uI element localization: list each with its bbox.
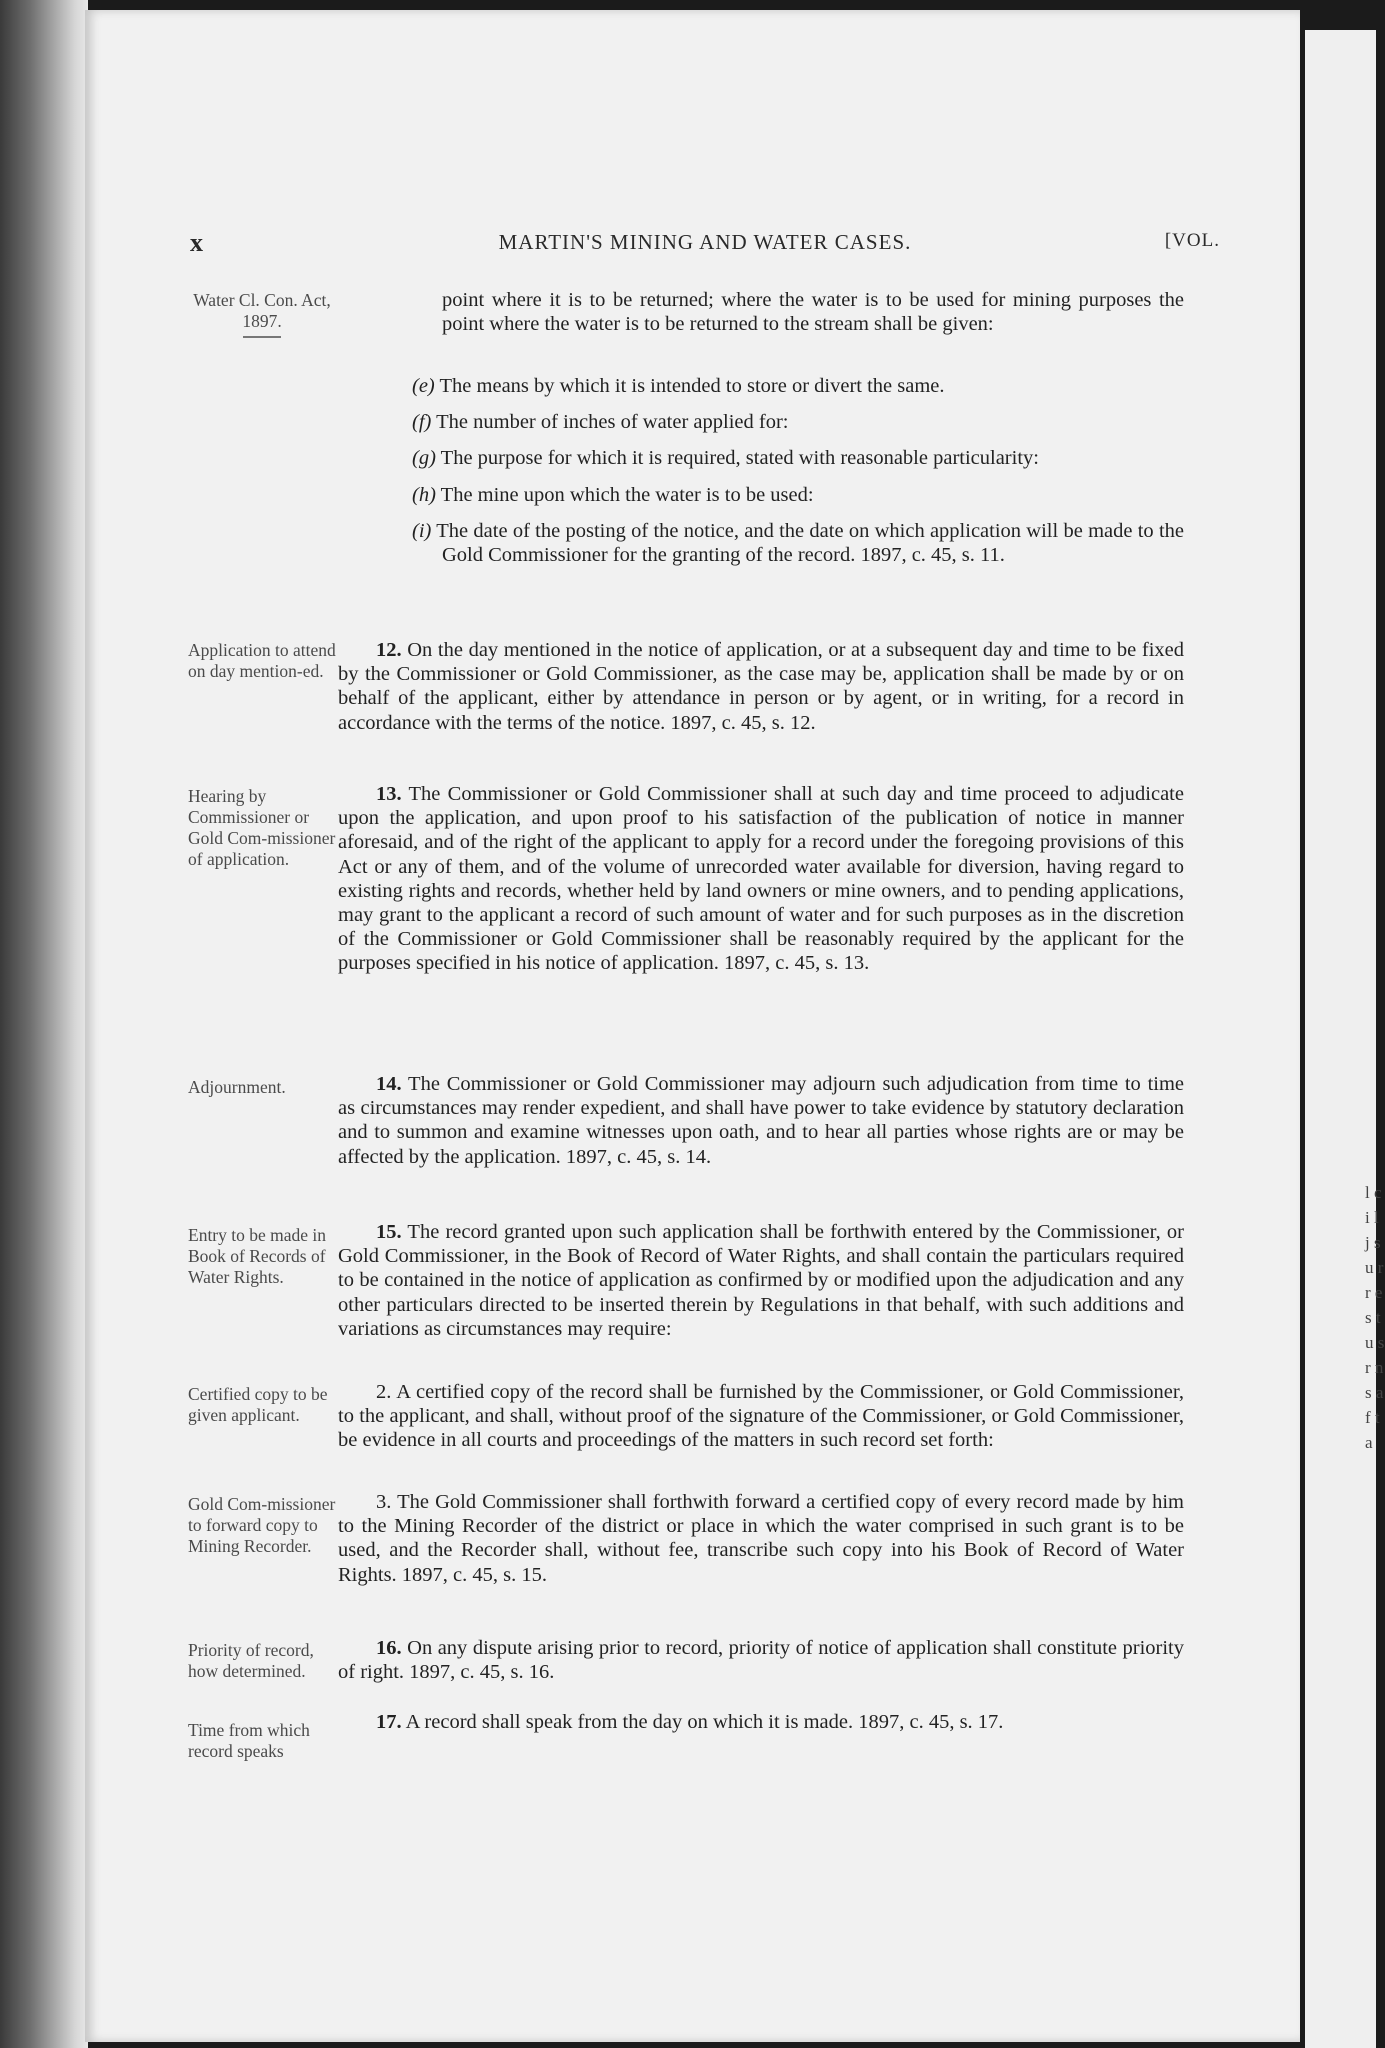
section-text: The record granted upon such application shall be forthwith entered by the Commissioner, or Gold Commissioner, in the Book of Record of Water Rights, and shall contain the particulars required to be contained in the notice of application as confirmed by or modified upon the adjudication and any other particulars directed to be inserted therein by Regulations in that behalf, with such additions and variations as circumstances may require: xyxy=(338,1221,1184,1340)
list-item xyxy=(412,483,1184,507)
section-number: 13. xyxy=(376,783,402,805)
item-label: (h) xyxy=(412,483,436,506)
section-15-3 xyxy=(338,1490,1184,1587)
section-text: On any dispute arising prior to record, priority of notice of application shall constitute priority of right. 1897, c. 45, s. 16. xyxy=(338,1637,1184,1684)
item-text: The mine upon which the water is to be used: xyxy=(440,483,814,506)
margin-note-s15-2: Certified copy to be given applicant. xyxy=(188,1384,328,1425)
section-16 xyxy=(338,1636,1184,1684)
section-text: 3. The Gold Commissioner shall forthwith forward a certified copy of every record made by him to the Mining Recorder of the district or place in which the water comprised in such grant is to be used, and the Recorder shall, without fee, transcribe such copy into his Book of Record of Water Rights. 1897, c. 45, s. 15. xyxy=(338,1491,1184,1586)
section-15-2 xyxy=(338,1380,1184,1453)
item-text: The means by which it is intended to store or divert the same. xyxy=(439,375,945,397)
subsection-list xyxy=(412,374,1184,567)
section-15 xyxy=(338,1220,1184,1341)
facing-page-fragment xyxy=(1305,30,1385,2048)
section-text: 2. A certified copy of the record shall be furnished by the Commissioner, or Gold Commissioner, to the applicant, and shall, without proof of the signature of the Commissioner, or Gold Commissioner, be evidence in all courts and proceedings of the matters in such record set forth: xyxy=(338,1381,1184,1452)
list-item xyxy=(412,519,1184,567)
item-text: The purpose for which it is required, stated with reasonable particularity: xyxy=(440,447,1039,470)
margin-note-s14: Adjournment. xyxy=(188,1077,286,1097)
section-text: The Commissioner or Gold Commissioner shall at such day and time proceed to adjudicate upon the application, and upon proof to his satisfaction of the publication of notice in manner aforesaid, and of the right of the applicant to apply for a record under the foregoing provisions of this Act or any of them, and of the volume of unrecorded water available for diversion, having regard to existing rights and records, whether held by land owners or mine owners, and to pending applications, may grant to the applicant a record of such amount of water and for such purposes as in the discretion of the Commissioner or Gold Commissioner shall be reasonably required by the applicant for the purposes specified in his notice of application. 1897, c. 45, s. 13. xyxy=(338,783,1184,975)
margin-note-s15-3: Gold Com-missioner to forward copy to Mining Recorder. xyxy=(188,1494,336,1556)
margin-note-s16: Priority of record, how determined. xyxy=(188,1640,314,1681)
margin-rule xyxy=(243,336,281,338)
margin-note-s15: Entry to be made in Book of Records of Water Rights. xyxy=(188,1225,327,1287)
running-title: MARTIN'S MINING AND WATER CASES. xyxy=(498,230,912,254)
item-label: (g) xyxy=(412,447,436,470)
list-item xyxy=(412,374,1184,398)
item-label: (f) xyxy=(412,411,432,434)
section-number: 14. xyxy=(376,1073,402,1095)
margin-note-s13: Hearing by Commissioner or Gold Com-missioner of application. xyxy=(188,786,336,869)
section-13 xyxy=(338,782,1184,976)
item-text: The number of inches of water applied for: xyxy=(436,411,789,434)
section-14 xyxy=(338,1072,1184,1169)
section-text: A record shall speak from the day on which it is made. 1897, c. 45, s. 17. xyxy=(405,1711,1004,1733)
list-item xyxy=(412,446,1184,470)
page-header xyxy=(190,228,1220,258)
volume-label: [VOL. xyxy=(1164,230,1220,251)
item-text: The date of the posting of the notice, and the date on which application will be made to the Gold Commissioner for the granting of the record. 1897, c. 45, s. 11. xyxy=(436,519,1184,567)
section-text: On the day mentioned in the notice of application, or at a subsequent day and time to be fixed by the Commissioner or Gold Commissioner, as the case may be, application shall be made by or on behalf of the applicant, either by attendance in person or by agent, or in writing, for a record in accordance with the terms of the notice. 1897, c. 45, s. 12. xyxy=(338,639,1185,734)
facing-page-letters: l c i l j s u r r e s t u s r n s a f t a xyxy=(1365,1183,1385,1452)
section-number: 12. xyxy=(376,639,402,661)
section-number: 15. xyxy=(376,1221,402,1243)
book-gutter-edge xyxy=(0,0,88,2048)
continuation-paragraph: point where it is to be returned; where the water is to be used for mining purposes the point where the water is to be returned to the stream shall be given: xyxy=(442,289,1184,336)
item-label: (i) xyxy=(412,519,432,542)
section-number: 17. xyxy=(376,1711,402,1733)
margin-note-s12: Application to attend on day mention-ed. xyxy=(188,640,336,681)
page-number: x xyxy=(190,228,203,257)
section-12 xyxy=(338,638,1184,735)
list-item xyxy=(412,410,1184,434)
section-number: 16. xyxy=(376,1637,402,1659)
section-text: The Commissioner or Gold Commissioner may adjourn such adjudication from time to time as circumstances may render expedient, and shall have power to take evidence by statutory declaration and to summon and examine witnesses upon oath, and to hear all parties whose rights are or may be affected by the application. 1897, c. 45, s. 14. xyxy=(338,1073,1185,1168)
margin-note-water-act xyxy=(188,290,336,338)
section-17 xyxy=(338,1710,1184,1734)
margin-note-s17: Time from which record speaks xyxy=(188,1720,310,1761)
margin-note-text: Water Cl. Con. Act, 1897. xyxy=(193,290,331,331)
item-label: (e) xyxy=(412,375,435,397)
